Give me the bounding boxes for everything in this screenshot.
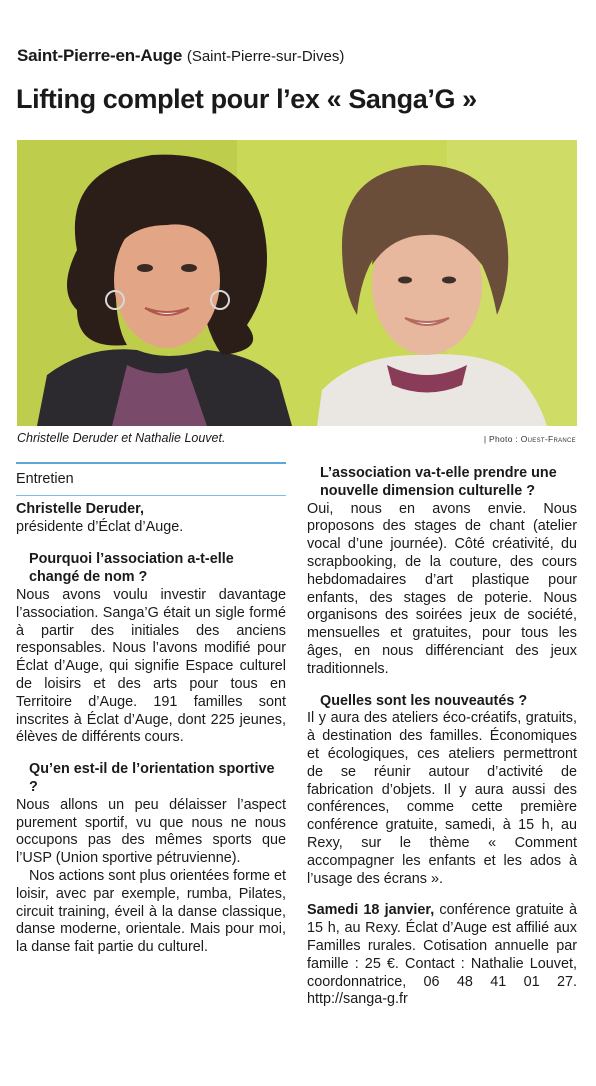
article-column-left [16, 462, 286, 957]
town-name: Saint-Pierre-en-Auge [17, 46, 183, 65]
answer-3: Oui, nous en avons envie. Nous proposons des stages de chant (atelier vocal d’une journée). Côté créativité, du scrapbooking, de la couture, des cours hebdomadaires d’art plastique pour enfants, des stages de poterie. Nous organisons des soirées jeux de société, mensuelles et gratuites, pour tous les âges, en nous différenciant des jeux traditionnels. [307, 500, 577, 677]
photo-credit [484, 434, 576, 444]
subtown-name: (Saint-Pierre-sur-Dives) [186, 48, 345, 65]
practical-text: conférence gratuite à 15 h, au Rexy. Éclat d’Auge est affilié aux Familles rurales. Cotisation annuelle par famille : 25 €. Contact : Nathalie Louvet, coordonnatrice, 06 48 41 01 27. http://sanga-g.fr [307, 902, 578, 1008]
article-column-right [307, 462, 577, 1009]
interviewee-name: Christelle Deruder, [16, 500, 144, 517]
practical-lead: Samedi 18 janvier, [307, 902, 435, 919]
question-4: Quelles sont les nouveautés ? [320, 692, 528, 709]
answer-1: Nous avons voulu investir davantage l’association. Sanga’G était un sigle formé à partir des initiales des anciens responsables. Nous l’avons modifié pour Éclat d’Auge, qui signifie Espace culturel de loisirs et des arts pour tous en Territoire d’Auge. 191 familles sont inscrites à Éclat d’Auge, dont 225 jeunes, élèves de différents cours. [16, 586, 286, 746]
article-photo [17, 140, 577, 426]
section-label: Entretien [16, 471, 74, 487]
photo-credit-source: Ouest-France [520, 434, 576, 444]
headline: Lifting complet pour l’ex « Sanga’G » [16, 84, 477, 114]
answer-2b: Nos actions sont plus orientées forme et loisir, avec par exemple, rumba, Pilates, circuit training, éveil à la danse classique, danse moderne, orientale. Mais pour moi, la danse fait partie du culturel. [16, 867, 286, 956]
interviewee-role: présidente d’Éclat d’Auge. [16, 518, 184, 535]
photo-illustration [17, 140, 577, 426]
photo-caption: Christelle Deruder et Nathalie Louvet. [17, 431, 226, 445]
section-rule-bottom [16, 495, 286, 496]
question-1: Pourquoi l’association a-t-elle changé de nom ? [29, 551, 234, 586]
practical-info [307, 902, 577, 1009]
answer-4: Il y aura des ateliers éco-créatifs, gratuits, à destination des familles. Économiques et écologiques, ces ateliers permettront de se réunir autour d’activité de fabrication d’objets. Il y aura aussi des conférences, comme cette première conférence gratuite, samedi, à 15 h, au Rexy, sur le thème « Comment accompagner les enfants et les ados à l’usage des écrans ». [307, 710, 577, 887]
question-2: Qu’en est-il de l’orientation sportive ? [29, 761, 275, 795]
photo-credit-prefix: | Photo : [483, 434, 519, 444]
answer-2a: Nous allons un peu délaisser l’aspect purement sportif, vu que nous ne nous occupons pas des mêmes sports que l’USP (Union sportive pétruvienne). [16, 796, 286, 867]
kicker [17, 46, 587, 66]
question-3: L’association va-t-elle prendre une nouvelle dimension culturelle ? [320, 465, 557, 499]
